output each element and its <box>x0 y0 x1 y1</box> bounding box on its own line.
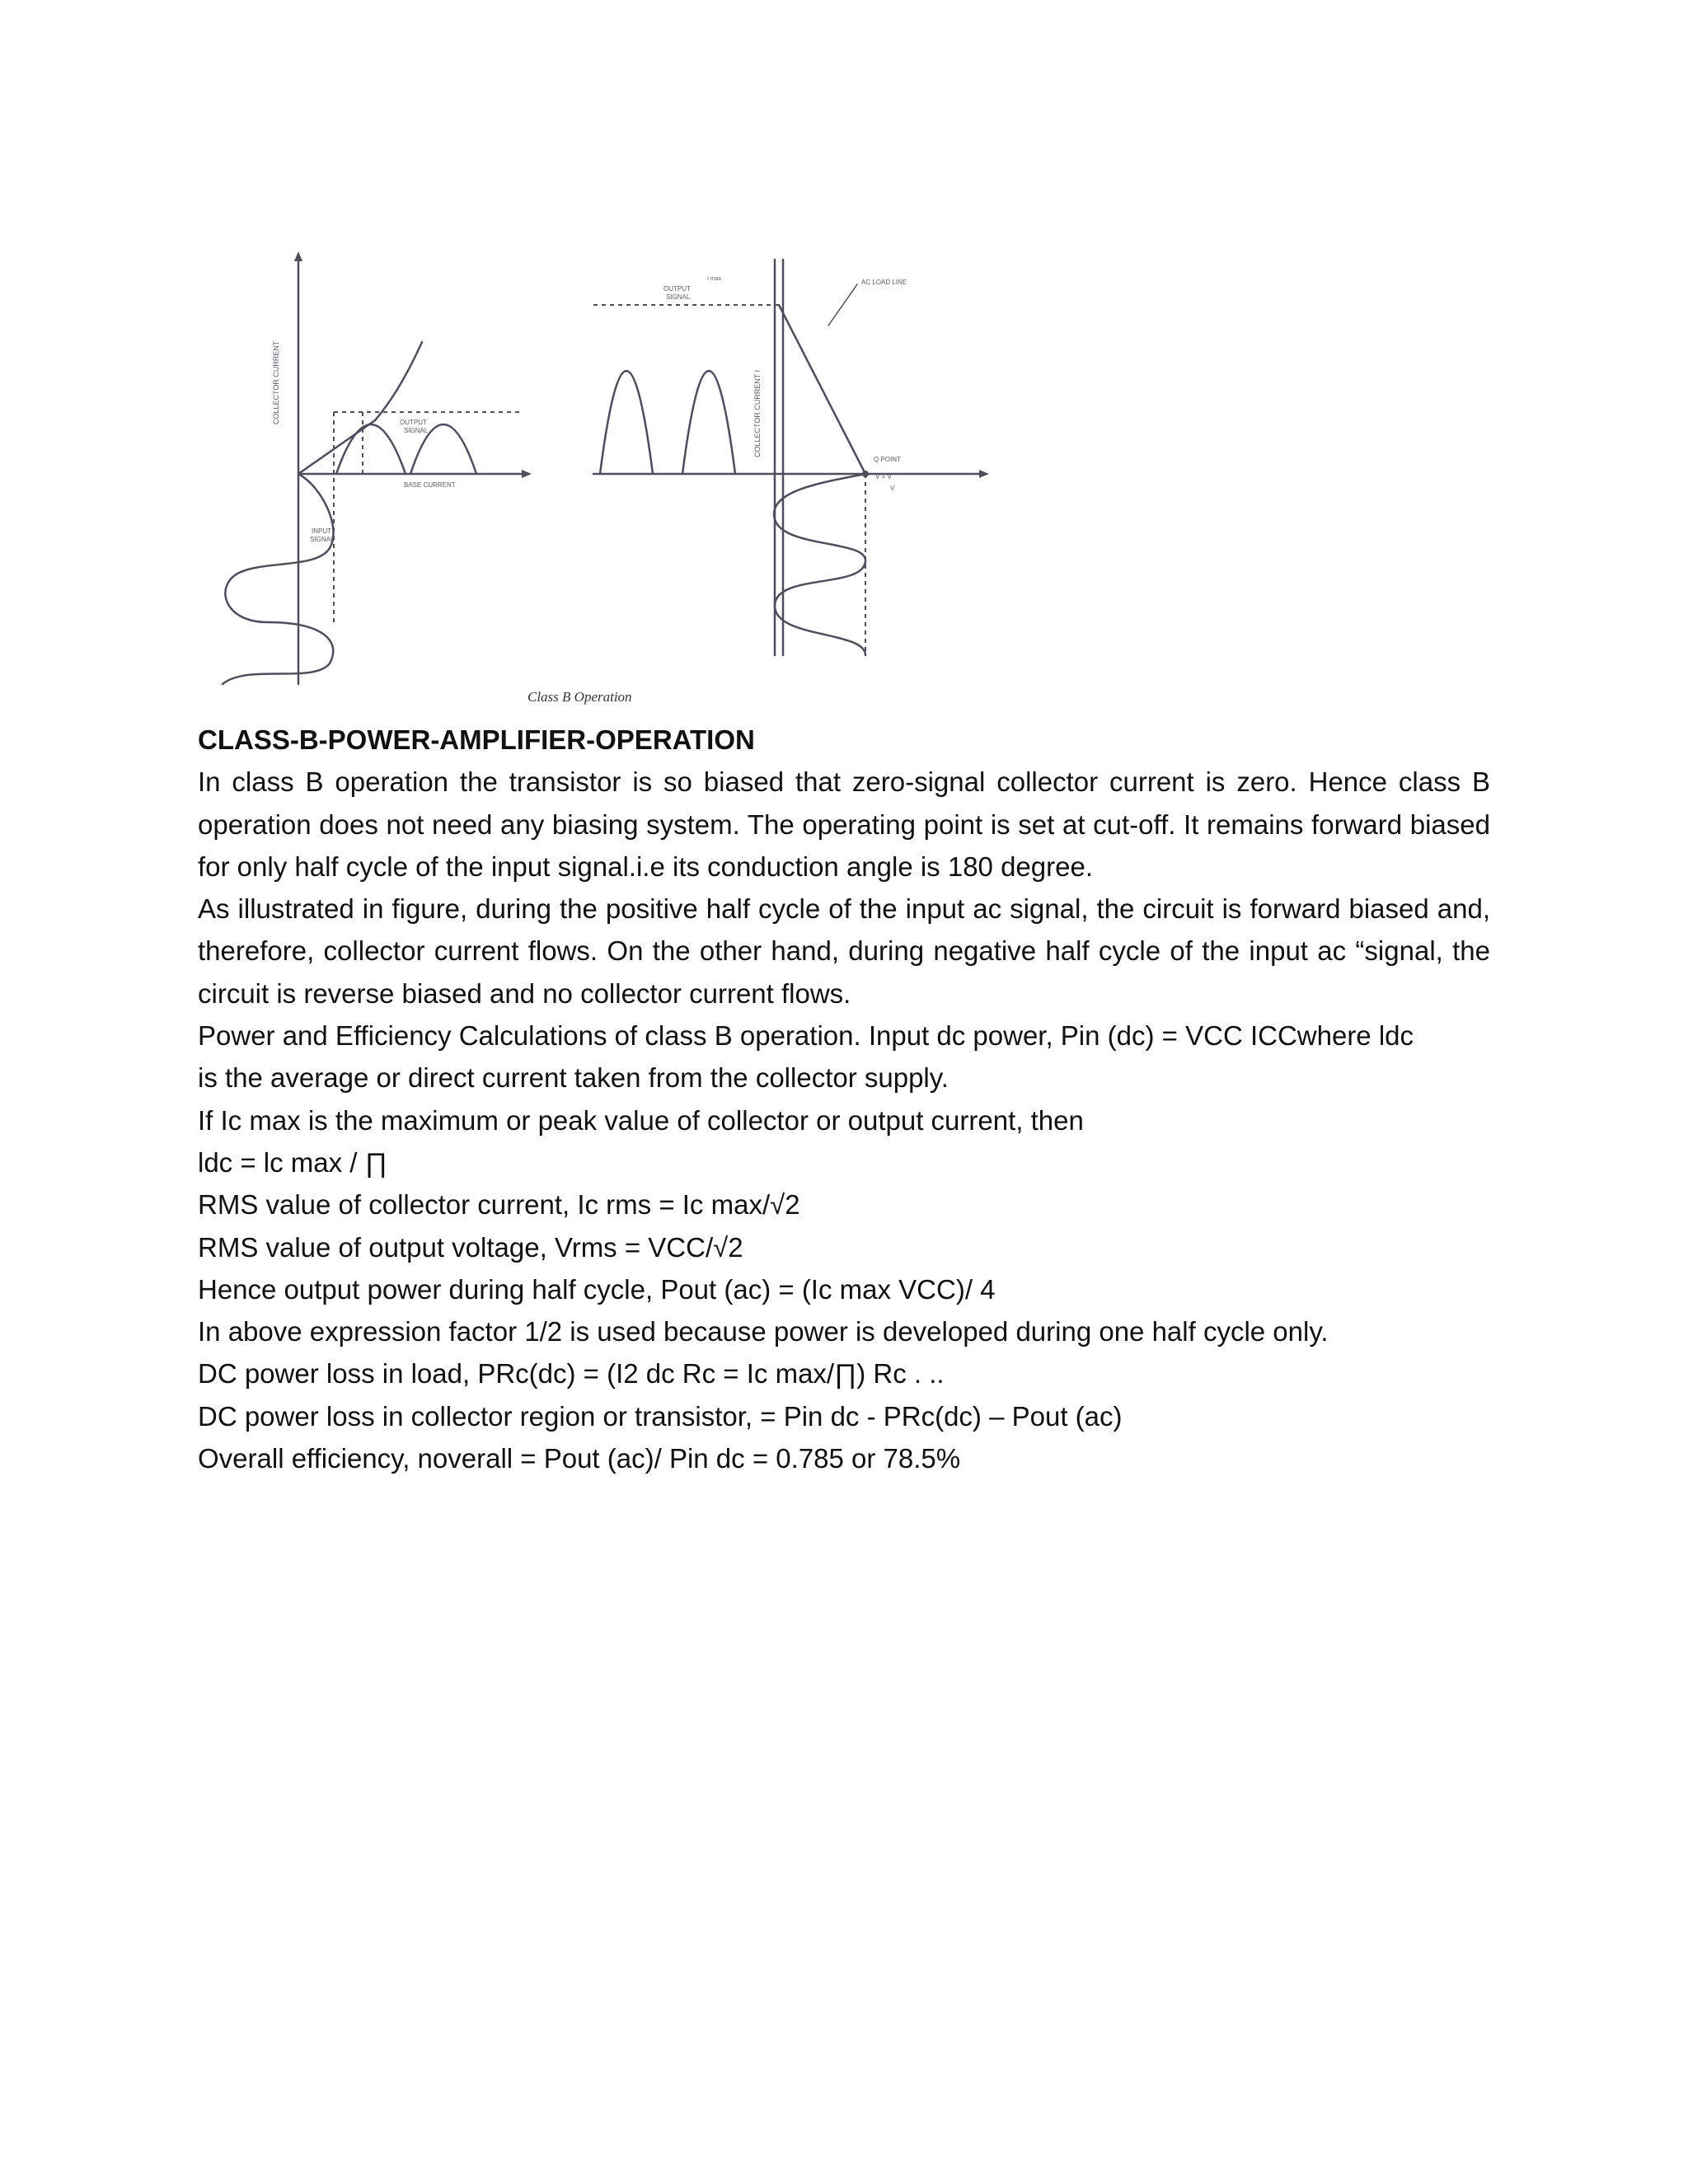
ac-load-line-pointer <box>828 284 857 326</box>
text-line-11: Overall efficiency, noverall = Pout (ac)/ Pin dc = 0.785 or 78.5% <box>198 1443 961 1474</box>
input-signal-label-1: INPUT <box>312 527 331 535</box>
text-line-1: Power and Efficiency Calculations of class B operation. Input dc power, Pin (dc) = VCC ICCwhere ldc <box>198 1020 1414 1052</box>
class-b-operation-figure <box>198 235 1014 713</box>
paragraph-2: As illustrated in figure, during the positive half cycle of the input ac signal, the circuit is forward biased and, therefore, collector current flows. On the other hand, during negative half cycle of the input ac “signal, the circuit is reverse biased and no collector current flows. <box>198 893 1490 1009</box>
base-current-label: BASE CURRENT <box>404 481 456 489</box>
right-output-signal-label-2: SIGNAL <box>666 293 691 301</box>
left-axis-arrow <box>294 251 302 261</box>
ac-load-line <box>779 305 865 474</box>
text-line-7: Hence output power during half cycle, Pout (ac) = (Ic max VCC)/ 4 <box>198 1273 996 1305</box>
right-output-half-wave-2 <box>682 371 735 474</box>
vce-sub-label: V <box>890 485 895 492</box>
left-x-axis-arrow <box>522 470 532 478</box>
figure-drawing <box>198 235 1014 713</box>
text-line-4: ldc = lc max / ∏ <box>198 1146 387 1178</box>
left-output-signal-label-2: SIGNAL <box>404 427 429 434</box>
right-output-half-wave-1 <box>600 371 653 474</box>
left-output-signal-label-1: OUTPUT <box>400 419 427 426</box>
paragraph-1: In class B operation the transistor is so biased that zero-signal collector current is zero. Hence class B operation does not need any biasing system. The operating point is set at cut-off. It remains forward biased for only half cycle of the input signal.i.e its conduction angle is 180 degree. <box>198 766 1490 882</box>
vce-label: V = V <box>875 473 892 480</box>
input-signal-wave <box>223 474 334 684</box>
text-line-9: DC power loss in load, PRc(dc) = (I2 dc Rc = Ic max/∏) Rc . .. <box>198 1358 945 1390</box>
q-point-dot <box>862 471 869 477</box>
section-heading: CLASS-B-POWER-AMPLIFIER-OPERATION <box>198 724 755 755</box>
text-line-6: RMS value of output voltage, Vrms = VCC/√2 <box>198 1231 743 1263</box>
ic-max-label: I max <box>707 276 722 282</box>
ac-load-line-label: AC LOAD LINE <box>861 279 907 286</box>
output-voltage-wave <box>774 474 865 655</box>
figure-caption: Class B Operation <box>528 689 632 705</box>
transfer-curve <box>298 342 422 474</box>
right-axis-label: COLLECTOR CURRENT I <box>753 369 762 457</box>
text-line-3: If Ic max is the maximum or peak value of collector or output current, then <box>198 1104 1084 1136</box>
left-axis-label: COLLECTOR CURRENT <box>272 340 280 424</box>
input-signal-label-2: SIGNAL <box>310 536 335 543</box>
right-output-signal-label-1: OUTPUT <box>663 285 691 293</box>
text-line-2: is the average or direct current taken from the collector supply. <box>198 1062 949 1094</box>
document-body <box>198 719 1490 1479</box>
text-line-5: RMS value of collector current, Ic rms = Ic max/√2 <box>198 1189 800 1221</box>
q-point-label: Q POINT <box>874 456 901 463</box>
left-output-half-wave-1 <box>336 424 406 474</box>
text-line-10: DC power loss in collector region or transistor, = Pin dc - PRc(dc) – Pout (ac) <box>198 1400 1123 1432</box>
text-line-8: In above expression factor 1/2 is used because power is developed during one half cycle only. <box>198 1316 1329 1347</box>
right-x-axis-arrow <box>979 470 989 478</box>
